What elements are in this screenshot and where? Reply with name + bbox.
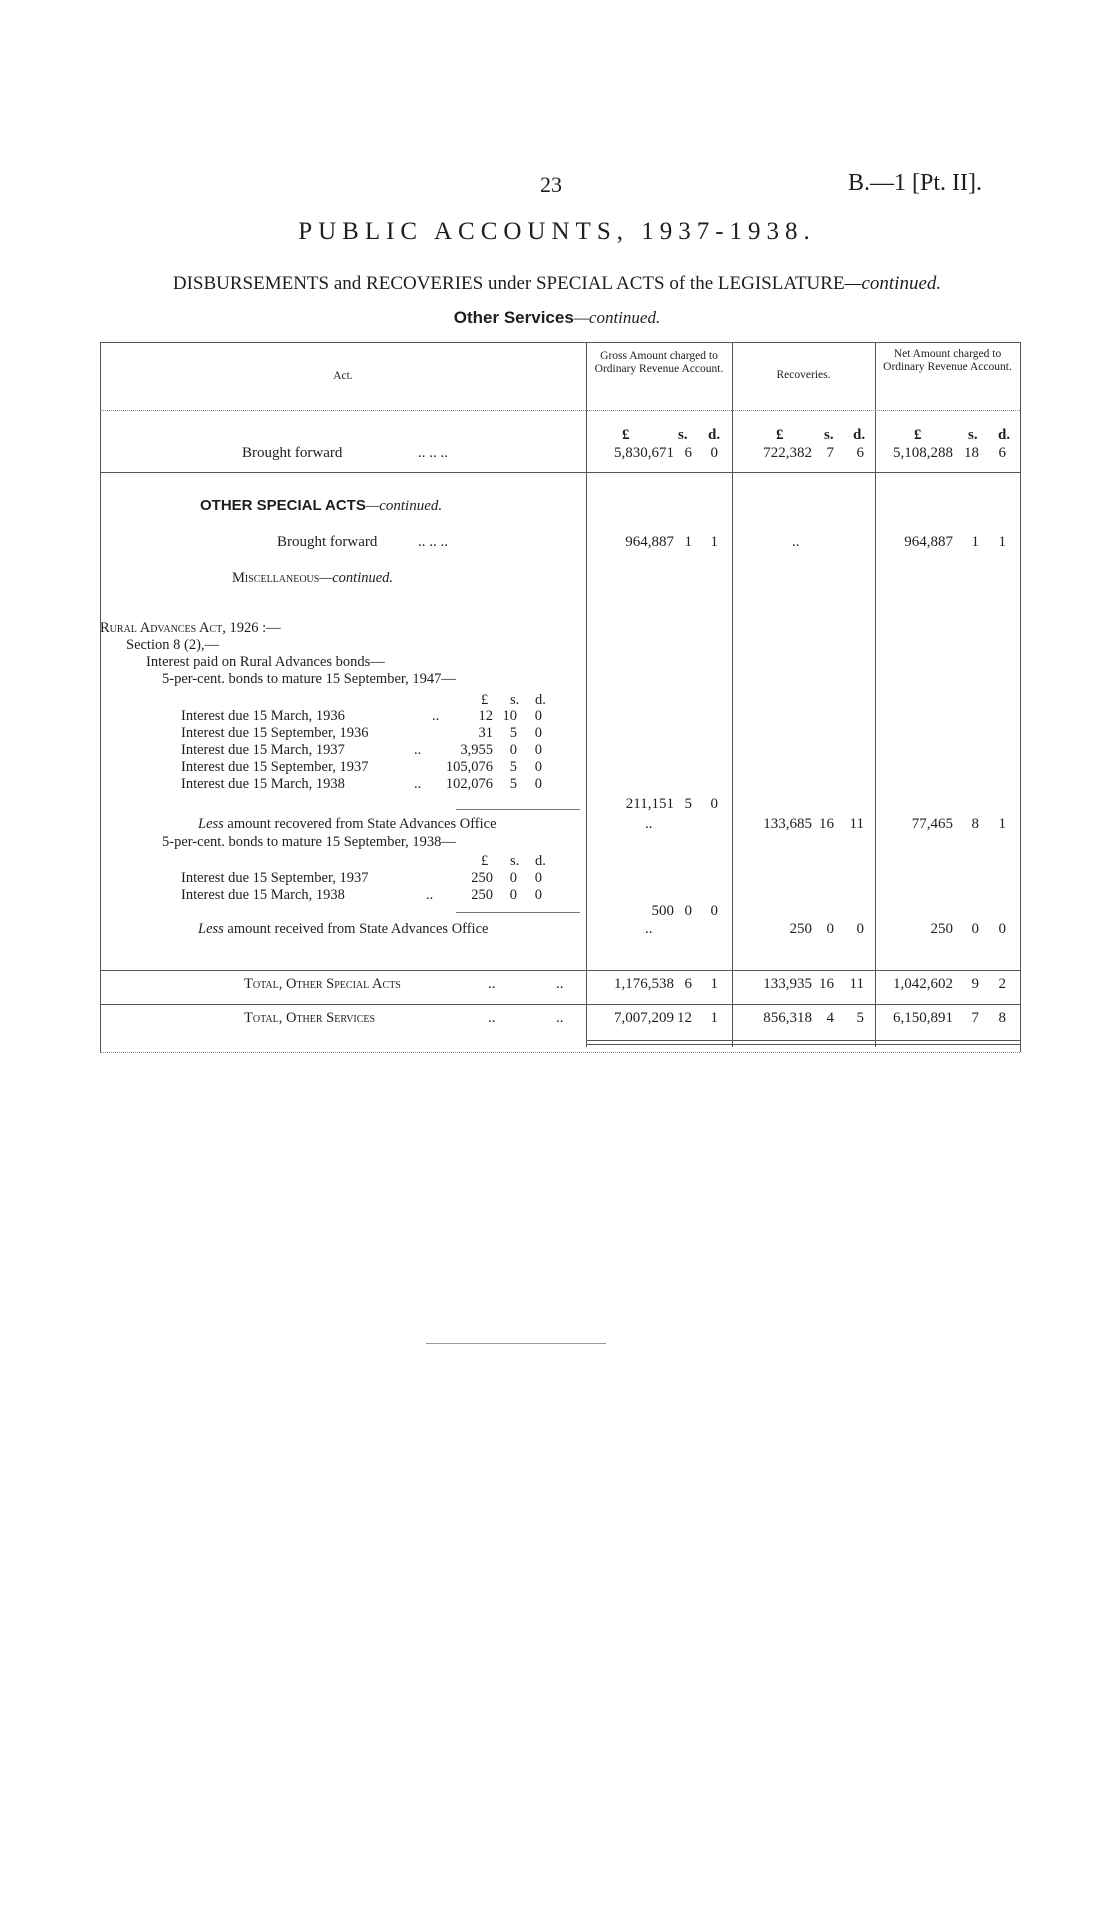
other-special-acts-heading: OTHER SPECIAL ACTS—continued. <box>200 497 443 514</box>
page-number: 23 <box>540 172 562 197</box>
column-header-gross: Gross Amount charged to Ordinary Revenue Account. <box>594 350 724 375</box>
page-reference: B.—1 [Pt. II]. <box>848 170 982 196</box>
page-subtitle: DISBURSEMENTS and RECOVERIES under SPECIAL ACTS of the LEGISLATURE—continued. <box>172 273 942 294</box>
column-header-recoveries: Recoveries. <box>776 369 831 381</box>
page-title: PUBLIC ACCOUNTS, 1937-1938. <box>298 218 816 245</box>
miscellaneous-heading: Miscellaneous—continued. <box>232 570 394 586</box>
column-header-act: Act. <box>333 370 353 382</box>
column-header-net: Net Amount charged to Ordinary Revenue Account. <box>883 348 1012 373</box>
footer-rule <box>426 1343 606 1344</box>
section-heading: Other Services—continued. <box>453 308 661 327</box>
